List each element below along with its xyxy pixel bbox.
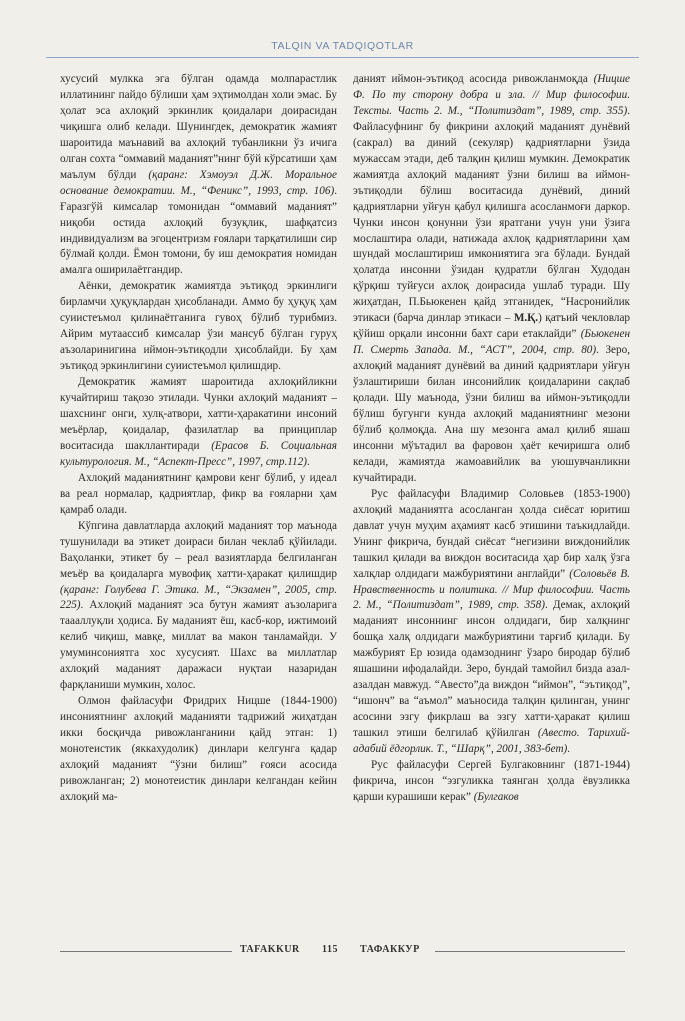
text-run: .: [306, 455, 310, 468]
citation: (Соловьёв В. Нравственность и политика. // Мир философии. Часть 2. М., “Политиздат”, 1989, стр. 358): [353, 567, 630, 612]
text-run: . Зеро, ахлоқий маданият дунёвий ва диний қадриятлари уйғун ўзлаштириши билан инсонийлик қоидаларини сақлаб қолади. Шу маънода, ўзни билиш ва иймон-эътиқодли бўлиш бугунги кунда ахлоқий маданиятнинг мезони бўлиб қолмоқда. Ана шу мезонга амал қилиб яшаш инсонни мўътадил ва фаровон ҳаёт кечиришга олиб келади, жамиятда жамоавийлик ва уюшувчанликни кучайтиради.: [353, 344, 630, 484]
text-run: М.Қ.: [513, 312, 539, 325]
text-run: Демократик жамият шароитида ахлоқийликни кучайтириш тақозо этилади. Чунки ахлоқий маданият – шахснинг онги, хулқ-атвори, хатти-ҳаракатини инсоний меъёрлар, қоидалар, фазилатлар ва принциплар воситасида шакллантиради: [60, 376, 337, 452]
text-run: Кўпгина давлатларда ахлоқий маданият тор маънода тушунилади ва этикет доираси билан чеклаб қўйилади. Ваҳоланки, этикет бу – реал вазиятларда белгиланган меъёр ва қоидаларга мувофиқ хатти-ҳаракат қилишдир: [60, 519, 337, 580]
citation: (Бьюкенен П. Смерть Запада. М., “АСТ”, 2004, стр. 80): [353, 328, 630, 357]
text-run: Рус файласуфи Владимир Соловьев (1853-1900) ахлоқий маданиятга асосланган ҳолда сиёсат юритиш давлат учун муҳим аҳамият касб этишини таъкидлайди. Унинг фикрича, бундай сиёсат “негизини виждонийлик ташкил қилади ва виждон воситасида ҳар бир халқ ўзга халқлар олдидаги мажбуриятини англайди”: [353, 487, 630, 580]
text-run: хусусий мулкка эга бўлган одамда молпарастлик иллатининг пайдо бўлиши ҳам эҳтимолдан холи эмас. Бу ҳолат эса ахлоқий эркинлик қоидалари доирасидан чиқишга олиб келади. Шунингдек, демократик жамият шароитида маънавий ва ахлоқий тубанликни ўз ичига олган сохта “оммавий маданият”нинг бўй кўрсатиши ҳам маълум бўлди: [60, 73, 337, 181]
text-run: Рус файласуфи Сергей Булгаковнинг (1871-1944) фикрича, инсон “эзгуликка таянган ҳолда ёвузликка қарши курашиши керак”: [353, 758, 630, 803]
citation: (Авесто. Тарихий-адабий ёдгорлик. Т., “Шарқ”, 2001, 383-бет): [353, 727, 630, 756]
paragraph: [60, 471, 337, 519]
citation: (Ницше Ф. По ту сторону добра и зла. // Мир философии. Тексты. Часть 2. М., “Политиздат”, 1989, стр. 355): [353, 73, 630, 117]
citation: (қаранг: Голубева Г. Этика. М., “Экзамен”, 2005, стр. 225): [60, 583, 337, 612]
header-rule: [46, 57, 639, 58]
text-run: . Ғаразгўй кимсалар томонидан “оммавий маданият” ниқоби остида ахлоқий бузуқлик, шафқатсиз индивидуализм ва эгоцентризм ғоялари тарқатилиши сир бўлмай қолди. Ёмон томони, бу иш демократия номидан амалга оширилаётгандир.: [60, 184, 337, 277]
right-column: [353, 72, 630, 944]
citation: (қаранг: Хэмоуэл Д.Ж. Моральное основание демократии. М., “Феникс”, 1993, стр. 106): [60, 168, 337, 197]
footer-left-title: TAFAKKUR: [240, 944, 300, 955]
text-run: даният иймон-эътиқод асосида ривожланмоқда: [353, 73, 594, 85]
paragraph: [353, 758, 630, 806]
paragraph: [60, 519, 337, 694]
paragraph: [60, 279, 337, 375]
left-column: [60, 72, 337, 944]
text-run: .: [567, 743, 571, 756]
paragraph: [60, 694, 337, 806]
text-run: Ахлоқий маданиятнинг қамрови кенг бўлиб, у идеал ва реал нормалар, қадриятлар, фикр ва ғояларни ҳам қамраб олади.: [60, 471, 337, 516]
footer-rule-right: [435, 951, 625, 952]
text-columns: [60, 72, 630, 944]
text-run: . Демак, ахлоқий маданият инсоннинг инсон олдидаги, бир халқнинг бошқа халқ олдидаги мажбуриятини тарғиб қилади. Бу мажбурият Ер юзида одамзоднинг ўзаро биродар бўлиб яшашини ифодалайди. Зеро, бундай тамойил бизда азал-азалдан мавжуд. “Авесто”да виждон “иймон”, “эътиқод”, “ишонч” ва “аъмол” маъносида талқин қилинган, унинг асосини эзгу фикрлаш ва эзгу хатти-ҳаракат қилиш ташкил этиши белгилаб қўйилган: [353, 599, 630, 740]
footer-rule-left: [60, 951, 232, 952]
footer-right-title: ТАФАККУР: [360, 944, 420, 955]
running-header: TALQIN VA TADQIQOTLAR: [271, 40, 414, 52]
text-run: . Ахлоқий маданият эса бутун жамият аъзоларига таааллуқли ҳодиса. Бу маданият ёш, касб-кор, ижтимоий келиб чиқиш, мавқе, миллат ва макон танламайди. У умуминсониятга хос хусусият. Шахс ва миллатлар ахлоқий маданият даражаси нуқтаи назаридан фарқланиши мумкин, холос.: [60, 599, 337, 692]
text-run: Олмон файласуфи Фридрих Ницше (1844-1900) инсониятнинг ахлоқий маданияти тадрижий жиҳатдан икки босқичда ривожланганини қайд этган: 1) монотеистик (яккахудолик) динлари келгунга қадар ахлоқий маданият “ўзни билиш” ғояси асосида ривожланган; 2) монотеистик динлари келгандан кейин ахлоқий ма-: [60, 695, 337, 803]
footer: [0, 944, 685, 958]
text-run: ) қатъий чекловлар қўйиш орқали инсонни бахт сари етаклайди”: [353, 312, 630, 341]
paragraph: [353, 72, 630, 487]
citation: (Булгаков: [473, 790, 519, 803]
page-number: 115: [322, 944, 338, 955]
text-run: . Файласуфнинг бу фикрини ахлоқий маданият дунёвий (сакрал) ва диний (секуляр) қадриятларни ўзида мужассам этади, деб талқин қилиш мумкин. Демократик жамиятда ахлоқий маданият ўзни билиш ва иймон-эътиқодли бўлиш воситасида дунёвий, диний қадриятларни уйғун қабул қилишга асосланмоғи даркор. Чунки инсон қонунни ўзи яратгани учун уни ўзига мослаштира олади, натижада ахлоқ қадриятларини ҳам шундай мослаштириш имкониятига эга бўлади. Бундай ҳолатда инсонни ўзидан қудратли бўлган Худодан қўрқиш туйғуси ахлоқ доирасида ушлаб туради. Шу жиҳатдан, П.Бьюкенен қайд этганидек, “Насронийлик этикаси (барча динлар этикаси –: [353, 104, 630, 325]
citation: (Ерасов Б. Социальная культурология. М., “Аспект-Пресс”, 1997, стр.112): [60, 439, 337, 468]
paragraph: [353, 487, 630, 758]
paragraph: [60, 375, 337, 471]
text-run: Аёнки, демократик жамиятда эътиқод эркинлиги бирламчи ҳуқуқлардан ҳисобланади. Аммо бу ҳуқуқ ҳам суиистеъмол қилинаётганига гувоҳ бўлиб турибмиз. Айрим мутаассиб кимсалар ўзи мансуб бўлган гуруҳ аъзоларинигина иймон-эътиқодли ҳисоблайди. Бу ҳам эътиқод эркинлигини суиистеъмол қилишдир.: [60, 280, 337, 373]
paragraph: [60, 72, 337, 279]
